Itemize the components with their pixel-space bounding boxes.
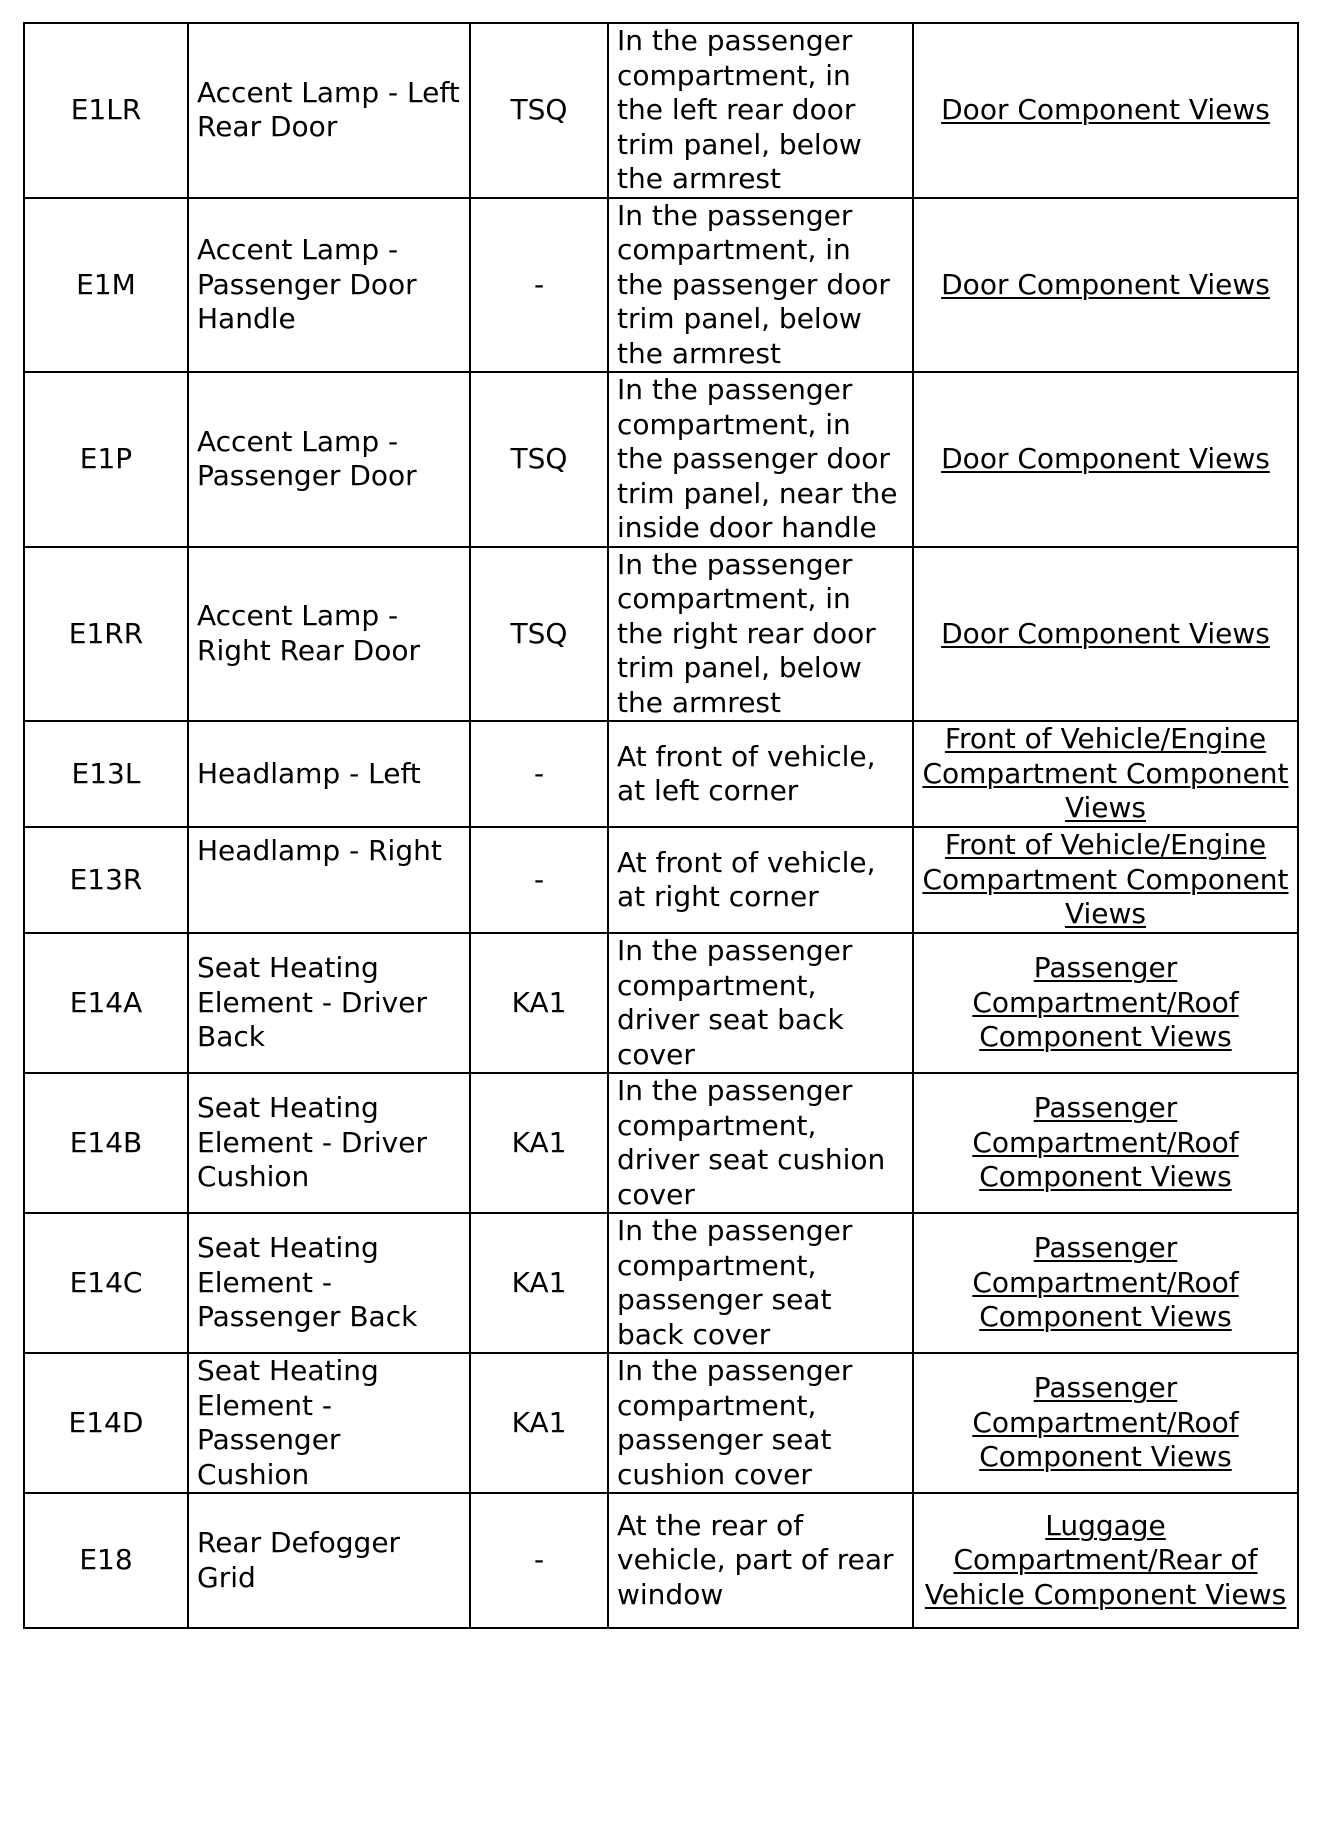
component-option: TSQ — [470, 372, 608, 547]
component-id: E14B — [24, 1073, 188, 1213]
component-view-link[interactable]: Passenger Compartment/Roof Component Views — [972, 1091, 1239, 1194]
component-option: KA1 — [470, 1073, 608, 1213]
component-view-cell — [913, 372, 1298, 547]
component-location: In the passenger compartment, in the right rear door trim panel, below the armrest — [608, 547, 913, 722]
component-option: - — [470, 827, 608, 933]
component-name: Seat Heating Element - Driver Cushion — [188, 1073, 470, 1213]
component-id: E13R — [24, 827, 188, 933]
table-row — [24, 1073, 1298, 1213]
component-location: In the passenger compartment, in the passenger door trim panel, near the inside door handle — [608, 372, 913, 547]
table-row — [24, 1353, 1298, 1493]
component-name: Accent Lamp - Passenger Door Handle — [188, 198, 470, 373]
component-id: E18 — [24, 1493, 188, 1628]
component-option: - — [470, 721, 608, 827]
component-location: In the passenger compartment, driver seat cushion cover — [608, 1073, 913, 1213]
component-view-link[interactable]: Passenger Compartment/Roof Component Views — [972, 1371, 1239, 1474]
component-id: E1P — [24, 372, 188, 547]
table-row — [24, 827, 1298, 933]
component-id: E1LR — [24, 23, 188, 198]
table-row — [24, 933, 1298, 1073]
component-name: Seat Heating Element - Passenger Cushion — [188, 1353, 470, 1493]
component-view-link[interactable]: Door Component Views — [941, 442, 1270, 475]
component-id: E14D — [24, 1353, 188, 1493]
component-option: TSQ — [470, 547, 608, 722]
component-location: In the passenger compartment, passenger seat back cover — [608, 1213, 913, 1353]
component-view-cell — [913, 1213, 1298, 1353]
component-location: At the rear of vehicle, part of rear window — [608, 1493, 913, 1628]
component-name: Headlamp - Right — [188, 827, 470, 933]
component-location: At front of vehicle, at left corner — [608, 721, 913, 827]
component-view-link[interactable]: Door Component Views — [941, 93, 1270, 126]
component-id: E14C — [24, 1213, 188, 1353]
component-location: In the passenger compartment, in the left rear door trim panel, below the armrest — [608, 23, 913, 198]
component-id: E1M — [24, 198, 188, 373]
component-view-cell — [913, 198, 1298, 373]
component-view-cell — [913, 1353, 1298, 1493]
component-view-link[interactable]: Passenger Compartment/Roof Component Views — [972, 1231, 1239, 1334]
table-row — [24, 1493, 1298, 1628]
component-view-cell — [913, 827, 1298, 933]
component-id: E1RR — [24, 547, 188, 722]
component-view-link[interactable]: Door Component Views — [941, 616, 1270, 650]
component-view-link[interactable]: Luggage Compartment/Rear of Vehicle Component Views — [924, 1508, 1287, 1611]
component-id: E13L — [24, 721, 188, 827]
component-view-cell — [913, 547, 1298, 722]
component-name: Rear Defogger Grid — [188, 1493, 470, 1628]
component-view-cell — [913, 721, 1298, 827]
component-name: Accent Lamp - Right Rear Door — [188, 547, 470, 722]
table-row — [24, 372, 1298, 547]
component-location: At front of vehicle, at right corner — [608, 827, 913, 933]
table-row — [24, 198, 1298, 373]
component-locator-table — [23, 22, 1299, 1629]
component-name: Accent Lamp - Passenger Door — [188, 372, 470, 547]
component-view-cell — [913, 1493, 1298, 1628]
component-location: In the passenger compartment, driver seat back cover — [608, 933, 913, 1073]
component-option: TSQ — [470, 23, 608, 198]
component-option: KA1 — [470, 1353, 608, 1493]
component-option: KA1 — [470, 933, 608, 1073]
component-view-link[interactable]: Door Component Views — [941, 267, 1270, 301]
component-option: - — [470, 198, 608, 373]
table-row — [24, 547, 1298, 722]
component-view-link[interactable]: Passenger Compartment/Roof Component Views — [972, 951, 1239, 1054]
component-view-link[interactable]: Front of Vehicle/Engine Compartment Component Views — [922, 722, 1289, 825]
component-name: Seat Heating Element - Driver Back — [188, 933, 470, 1073]
component-view-cell — [913, 1073, 1298, 1213]
component-name: Accent Lamp - Left Rear Door — [188, 23, 470, 198]
table-row — [24, 1213, 1298, 1353]
component-view-cell — [913, 933, 1298, 1073]
component-id: E14A — [24, 933, 188, 1073]
component-name: Headlamp - Left — [188, 721, 470, 827]
table-row — [24, 721, 1298, 827]
component-option: KA1 — [470, 1213, 608, 1353]
component-view-link[interactable]: Front of Vehicle/Engine Compartment Component Views — [922, 828, 1289, 931]
component-name: Seat Heating Element - Passenger Back — [188, 1213, 470, 1353]
component-location: In the passenger compartment, in the passenger door trim panel, below the armrest — [608, 198, 913, 373]
component-location: In the passenger compartment, passenger seat cushion cover — [608, 1353, 913, 1493]
table-row — [24, 23, 1298, 198]
component-view-cell — [913, 23, 1298, 198]
table-body — [24, 23, 1298, 1628]
component-option: - — [470, 1493, 608, 1628]
